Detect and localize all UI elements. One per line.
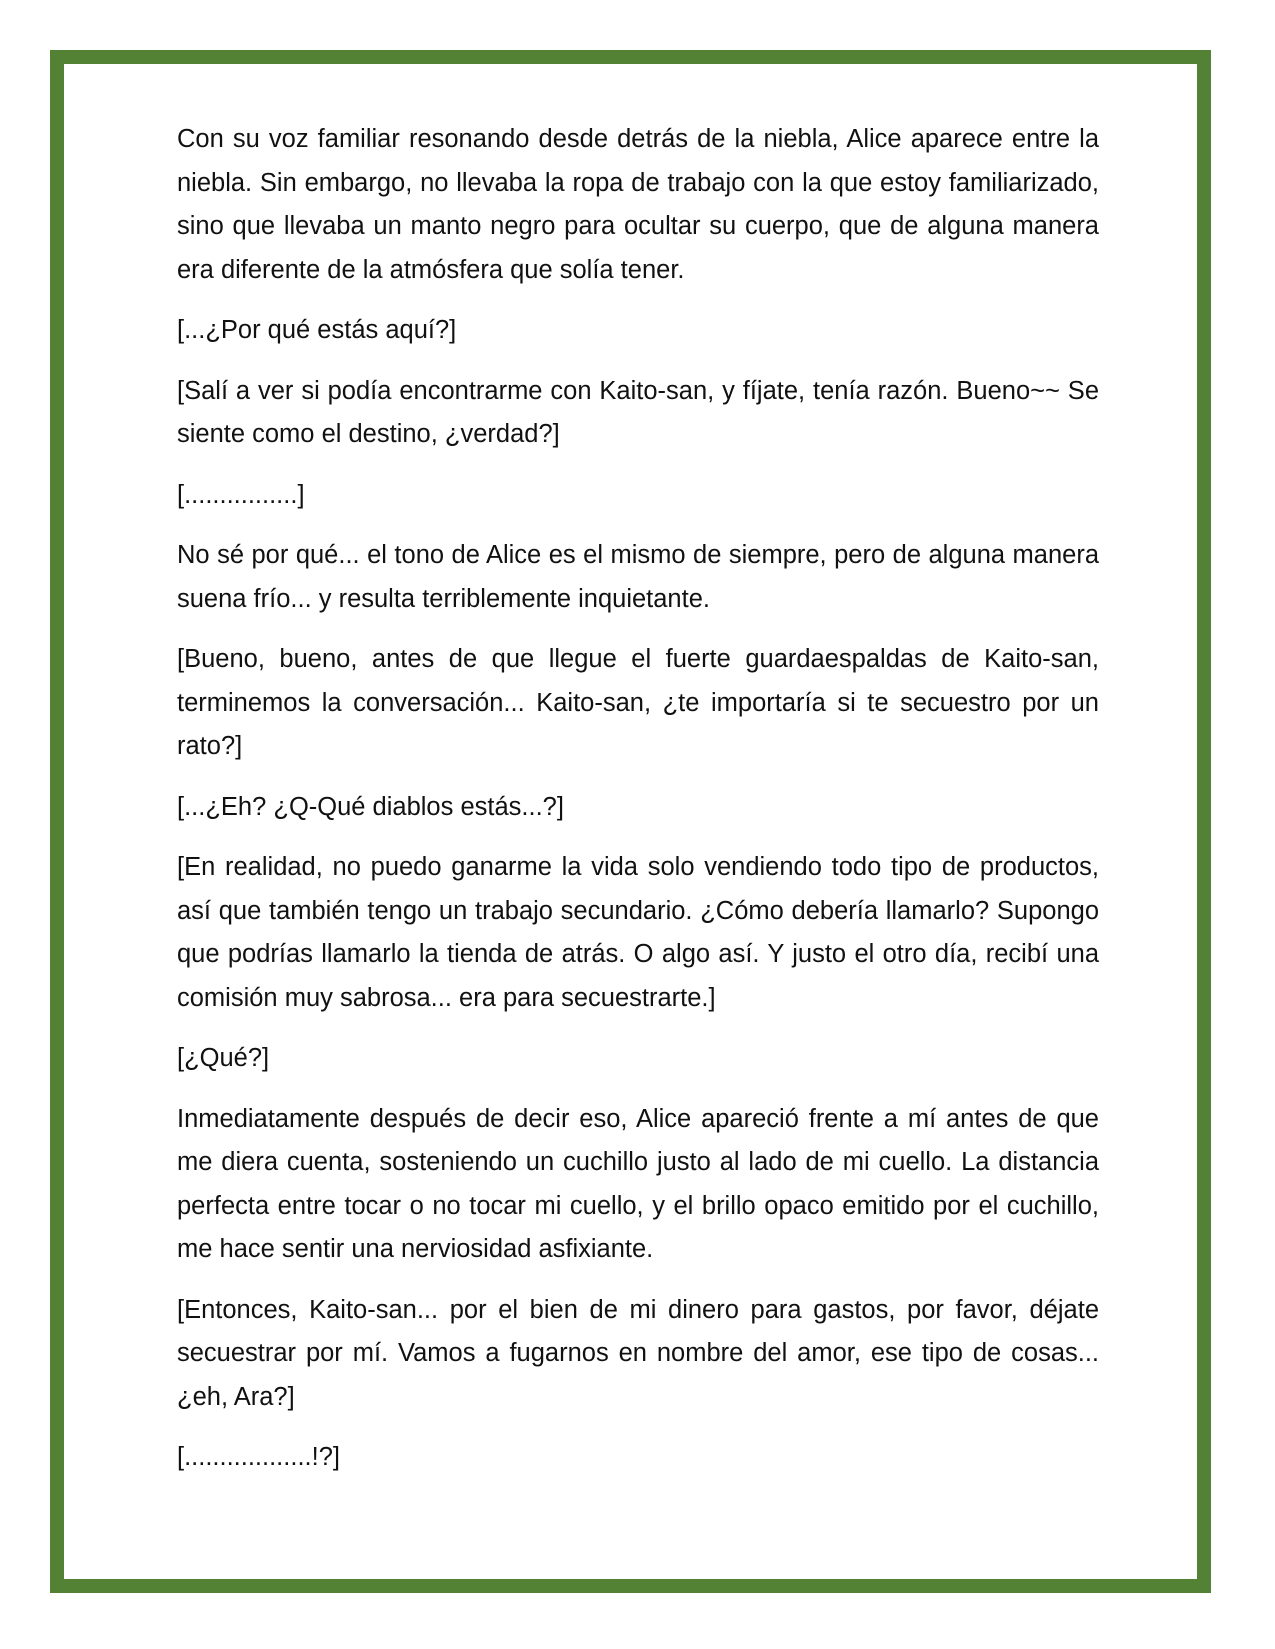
paragraph-6: [Bueno, bueno, antes de que llegue el fuerte guardaespaldas de Kaito-san, terminemos la conversación... Kaito-san, ¿te importaría si te secuestro por un rato?] <box>177 645 1099 760</box>
paragraph-11: [Entonces, Kaito-san... por el bien de mi dinero para gastos, por favor, déjate secuestrar por mí. Vamos a fugarnos en nombre del amor, ese tipo de cosas... ¿eh, Ara?] <box>177 1295 1099 1411</box>
paragraph-4: [................] <box>177 480 305 509</box>
paragraph-3: [Salí a ver si podía encontrarme con Kaito-san, y fíjate, tenía razón. Bueno~~ Se siente como el destino, ¿verdad?] <box>177 376 1099 448</box>
paragraph-12: [..................!?] <box>177 1443 340 1471</box>
paragraph-5: No sé por qué... el tono de Alice es el mismo de siempre, pero de alguna manera suena frío... y resulta terriblemente inquietante. <box>177 541 1099 613</box>
paragraph-2: [...¿Por qué estás aquí?] <box>177 316 457 344</box>
document-body <box>177 118 1099 1497</box>
paragraph-7: [...¿Eh? ¿Q-Qué diablos estás...?] <box>177 792 564 821</box>
paragraph-9: [¿Qué?] <box>177 1044 270 1072</box>
paragraph-10: Inmediatamente después de decir eso, Alice apareció frente a mí antes de que me diera cuenta, sosteniendo un cuchillo justo al lado de mi cuello. La distancia perfecta entre tocar o no tocar mi cuello, y el brillo opaco emitido por el cuchillo, me hace sentir una nerviosidad asfixiante. <box>177 1104 1099 1263</box>
paragraph-8: [En realidad, no puedo ganarme la vida solo vendiendo todo tipo de productos, así que también tengo un trabajo secundario. ¿Cómo debería llamarlo? Supongo que podrías llamarlo la tienda de atrás. O algo así. Y justo el otro día, recibí una comisión muy sabrosa... era para secuestrarte.] <box>177 853 1099 1012</box>
paragraph-1: Con su voz familiar resonando desde detrás de la niebla, Alice aparece entre la niebla. Sin embargo, no llevaba la ropa de trabajo con la que estoy familiarizado, sino que llevaba un manto negro para ocultar su cuerpo, que de alguna manera era diferente de la atmósfera que solía tener. <box>177 125 1099 284</box>
